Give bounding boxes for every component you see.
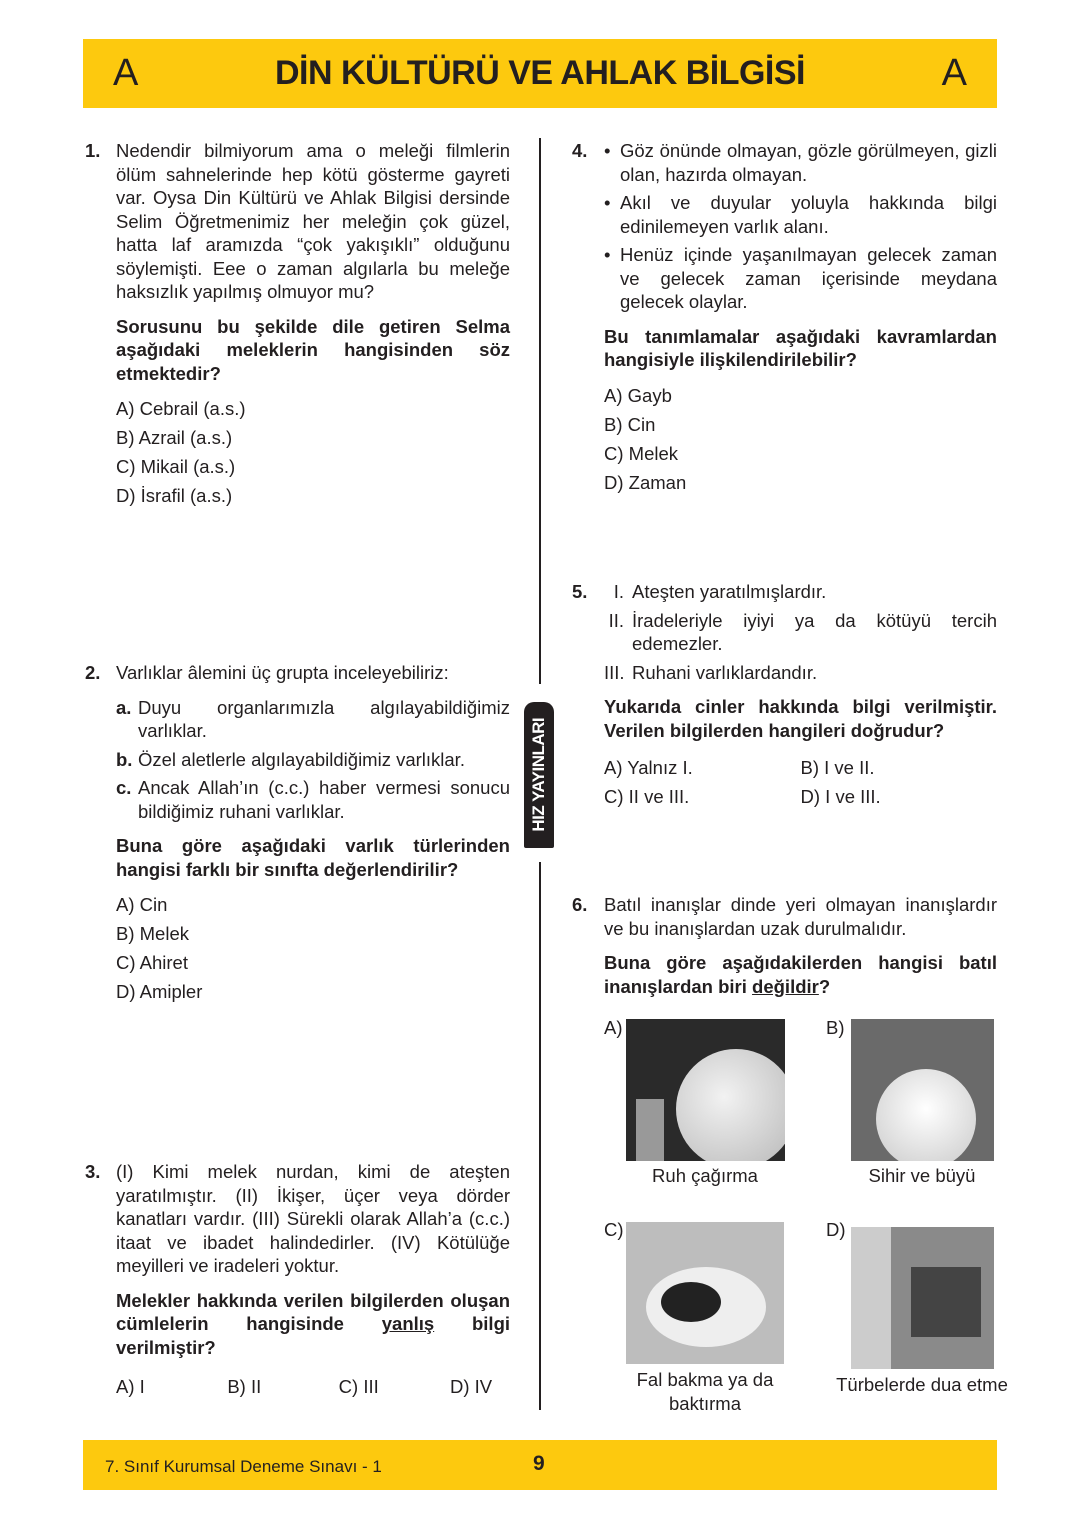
publisher-logo: HIZ YAYINLARI [524, 702, 554, 848]
question-2 [85, 661, 510, 1009]
question-number: 4. [572, 140, 588, 161]
option-d-image[interactable] [851, 1227, 994, 1369]
list-item: II. İradeleriyle iyiyi ya da kötüyü tercih edemezler. [608, 609, 997, 654]
column-divider [539, 138, 541, 684]
bullet-item: • Henüz içinde yaşanılmayan gelecek zaman ve gelecek zaman içerisinde meydana gelecek olaylar. [604, 244, 997, 312]
option-a[interactable]: A) Cebrail (a.s.) [116, 398, 246, 419]
question-number: 3. [85, 1161, 101, 1182]
question-prompt: Bu tanımlamalar aşağıdaki kavramlardan hangisiyle ilişkilendirilebilir? [604, 325, 997, 370]
option-b-caption: Sihir ve büyü [868, 1165, 976, 1186]
option-a-image[interactable] [626, 1019, 785, 1161]
option-a[interactable]: A) I [116, 1376, 145, 1397]
option-d-caption: Türbelerde dua etme [836, 1374, 1008, 1395]
option-d[interactable]: D) Amipler [116, 981, 203, 1002]
option-c[interactable]: C) Ahiret [116, 952, 188, 973]
list-item: c. Ancak Allah’ın (c.c.) haber vermesi sonucu bildiğimiz ruhani varlıklar. [116, 777, 510, 822]
question-prompt: Buna göre aşağıdakilerden hangisi batıl inanışlardan biri değildir? [604, 952, 997, 997]
option-a-label[interactable]: A) [604, 1017, 623, 1038]
option-c[interactable]: C) Melek [604, 442, 679, 464]
page-number: 9 [533, 1452, 545, 1475]
option-d[interactable]: D) Zaman [604, 471, 687, 493]
list-item: III. Ruhani varlıklardandır. [604, 661, 818, 683]
option-a-caption: Ruh çağırma [652, 1165, 758, 1186]
option-d-label[interactable]: D) [826, 1219, 846, 1240]
option-b[interactable]: B) I ve II. [800, 757, 875, 778]
option-c[interactable]: C) III [338, 1376, 379, 1397]
option-c-label[interactable]: C) [604, 1219, 624, 1240]
question-prompt: Sorusunu bu şekilde dile getiren Selma aşağıdaki meleklerin hangisinden söz etmektedir? [116, 315, 510, 384]
option-b-image[interactable] [851, 1019, 994, 1161]
question-1 [85, 139, 510, 513]
question-text: (I) Kimi melek nurdan, kimi de ateşten yaratılmıştır. (II) İkişer, üçer veya dörder kanatları vardır. (III) Sürekli olarak Allah’a (c.c.) itaat ve ibadet halindedirler. (IV) Kötülüğe meyilleri ve iradeleri yoktur. [116, 1161, 510, 1276]
question-5 [572, 580, 997, 814]
booklet-letter-left: A [113, 51, 139, 94]
option-b[interactable]: B) Azrail (a.s.) [116, 427, 233, 448]
option-a[interactable]: A) Gayb [604, 384, 672, 406]
option-d[interactable]: D) IV [449, 1376, 493, 1397]
page-header [83, 39, 997, 108]
question-number: 2. [85, 662, 101, 683]
page-title: DİN KÜLTÜRÜ VE AHLAK BİLGİSİ [275, 53, 805, 92]
list-item: b. Özel aletlerle algılayabildiğimiz varlıklar. [116, 748, 465, 770]
list-item: a. Duyu organlarımızla algılayabildiğimiz varlıklar. [116, 696, 510, 741]
question-text: Nedendir bilmiyorum ama o meleği filmlerin ölüm sahnelerinde hep kötü gösterme gayreti var. Oysa Din Kültürü ve Ahlak Bilgisi dersinde Selim Öğretmenimiz her meleğin çok güzel, hatta laf aramızda “çok yakışıklı” olduğunu söylemişti. Eee o zaman algılarla bu meleğe haksızlık yapılmış olmuyor mu? [116, 140, 510, 302]
option-a[interactable]: A) Cin [116, 894, 168, 915]
bullet-item: • Göz önünde olmayan, gözle görülmeyen, gizli olan, hazırda olmayan. [604, 140, 997, 185]
option-d[interactable]: D) İsrafil (a.s.) [116, 485, 233, 506]
option-c-caption: Fal bakma ya da baktırma [636, 1369, 774, 1414]
question-number: 1. [85, 140, 101, 161]
option-b[interactable]: B) Melek [116, 923, 189, 944]
question-3 [85, 1160, 510, 1399]
question-number: 5. [572, 581, 588, 602]
question-number: 6. [572, 894, 588, 915]
column-divider [539, 862, 541, 1410]
option-c[interactable]: C) Mikail (a.s.) [116, 456, 236, 477]
option-c[interactable]: C) II ve III. [604, 786, 690, 807]
question-6 [572, 893, 997, 998]
option-d[interactable]: D) I ve III. [800, 786, 881, 807]
exam-name: 7. Sınıf Kurumsal Deneme Sınavı - 1 [105, 1457, 382, 1476]
option-b[interactable]: B) Cin [604, 413, 656, 435]
option-b[interactable]: B) II [227, 1376, 262, 1397]
question-prompt: Buna göre aşağıdaki varlık türlerinden hangisi farklı bir sınıfta değerlendirilir? [116, 835, 510, 880]
bullet-item: • Akıl ve duyular yoluyla hakkında bilgi edinilemeyen varlık alanı. [604, 192, 997, 237]
list-item: I. Ateşten yaratılmışlardır. [613, 581, 827, 602]
option-b-label[interactable]: B) [826, 1017, 845, 1038]
page-footer [83, 1440, 997, 1490]
option-c-image[interactable] [626, 1222, 784, 1364]
question-prompt: Yukarıda cinler hakkında bilgi verilmiştir. Verilen bilgilerden hangileri doğrudur? [604, 696, 997, 741]
question-prompt: Melekler hakkında verilen bilgilerden oluşan cümlelerin hangisinde yanlış bilgi verilmiştir? [116, 1289, 511, 1358]
question-text: Varlıklar âlemini üç grupta inceleyebiliriz: [116, 662, 449, 683]
question-4 [572, 139, 997, 500]
booklet-letter-right: A [941, 51, 967, 94]
option-a[interactable]: A) Yalnız I. [604, 757, 693, 778]
question-text: Batıl inanışlar dinde yeri olmayan inanışlardır ve bu inanışlardan uzak durulmalıdır. [604, 894, 997, 939]
